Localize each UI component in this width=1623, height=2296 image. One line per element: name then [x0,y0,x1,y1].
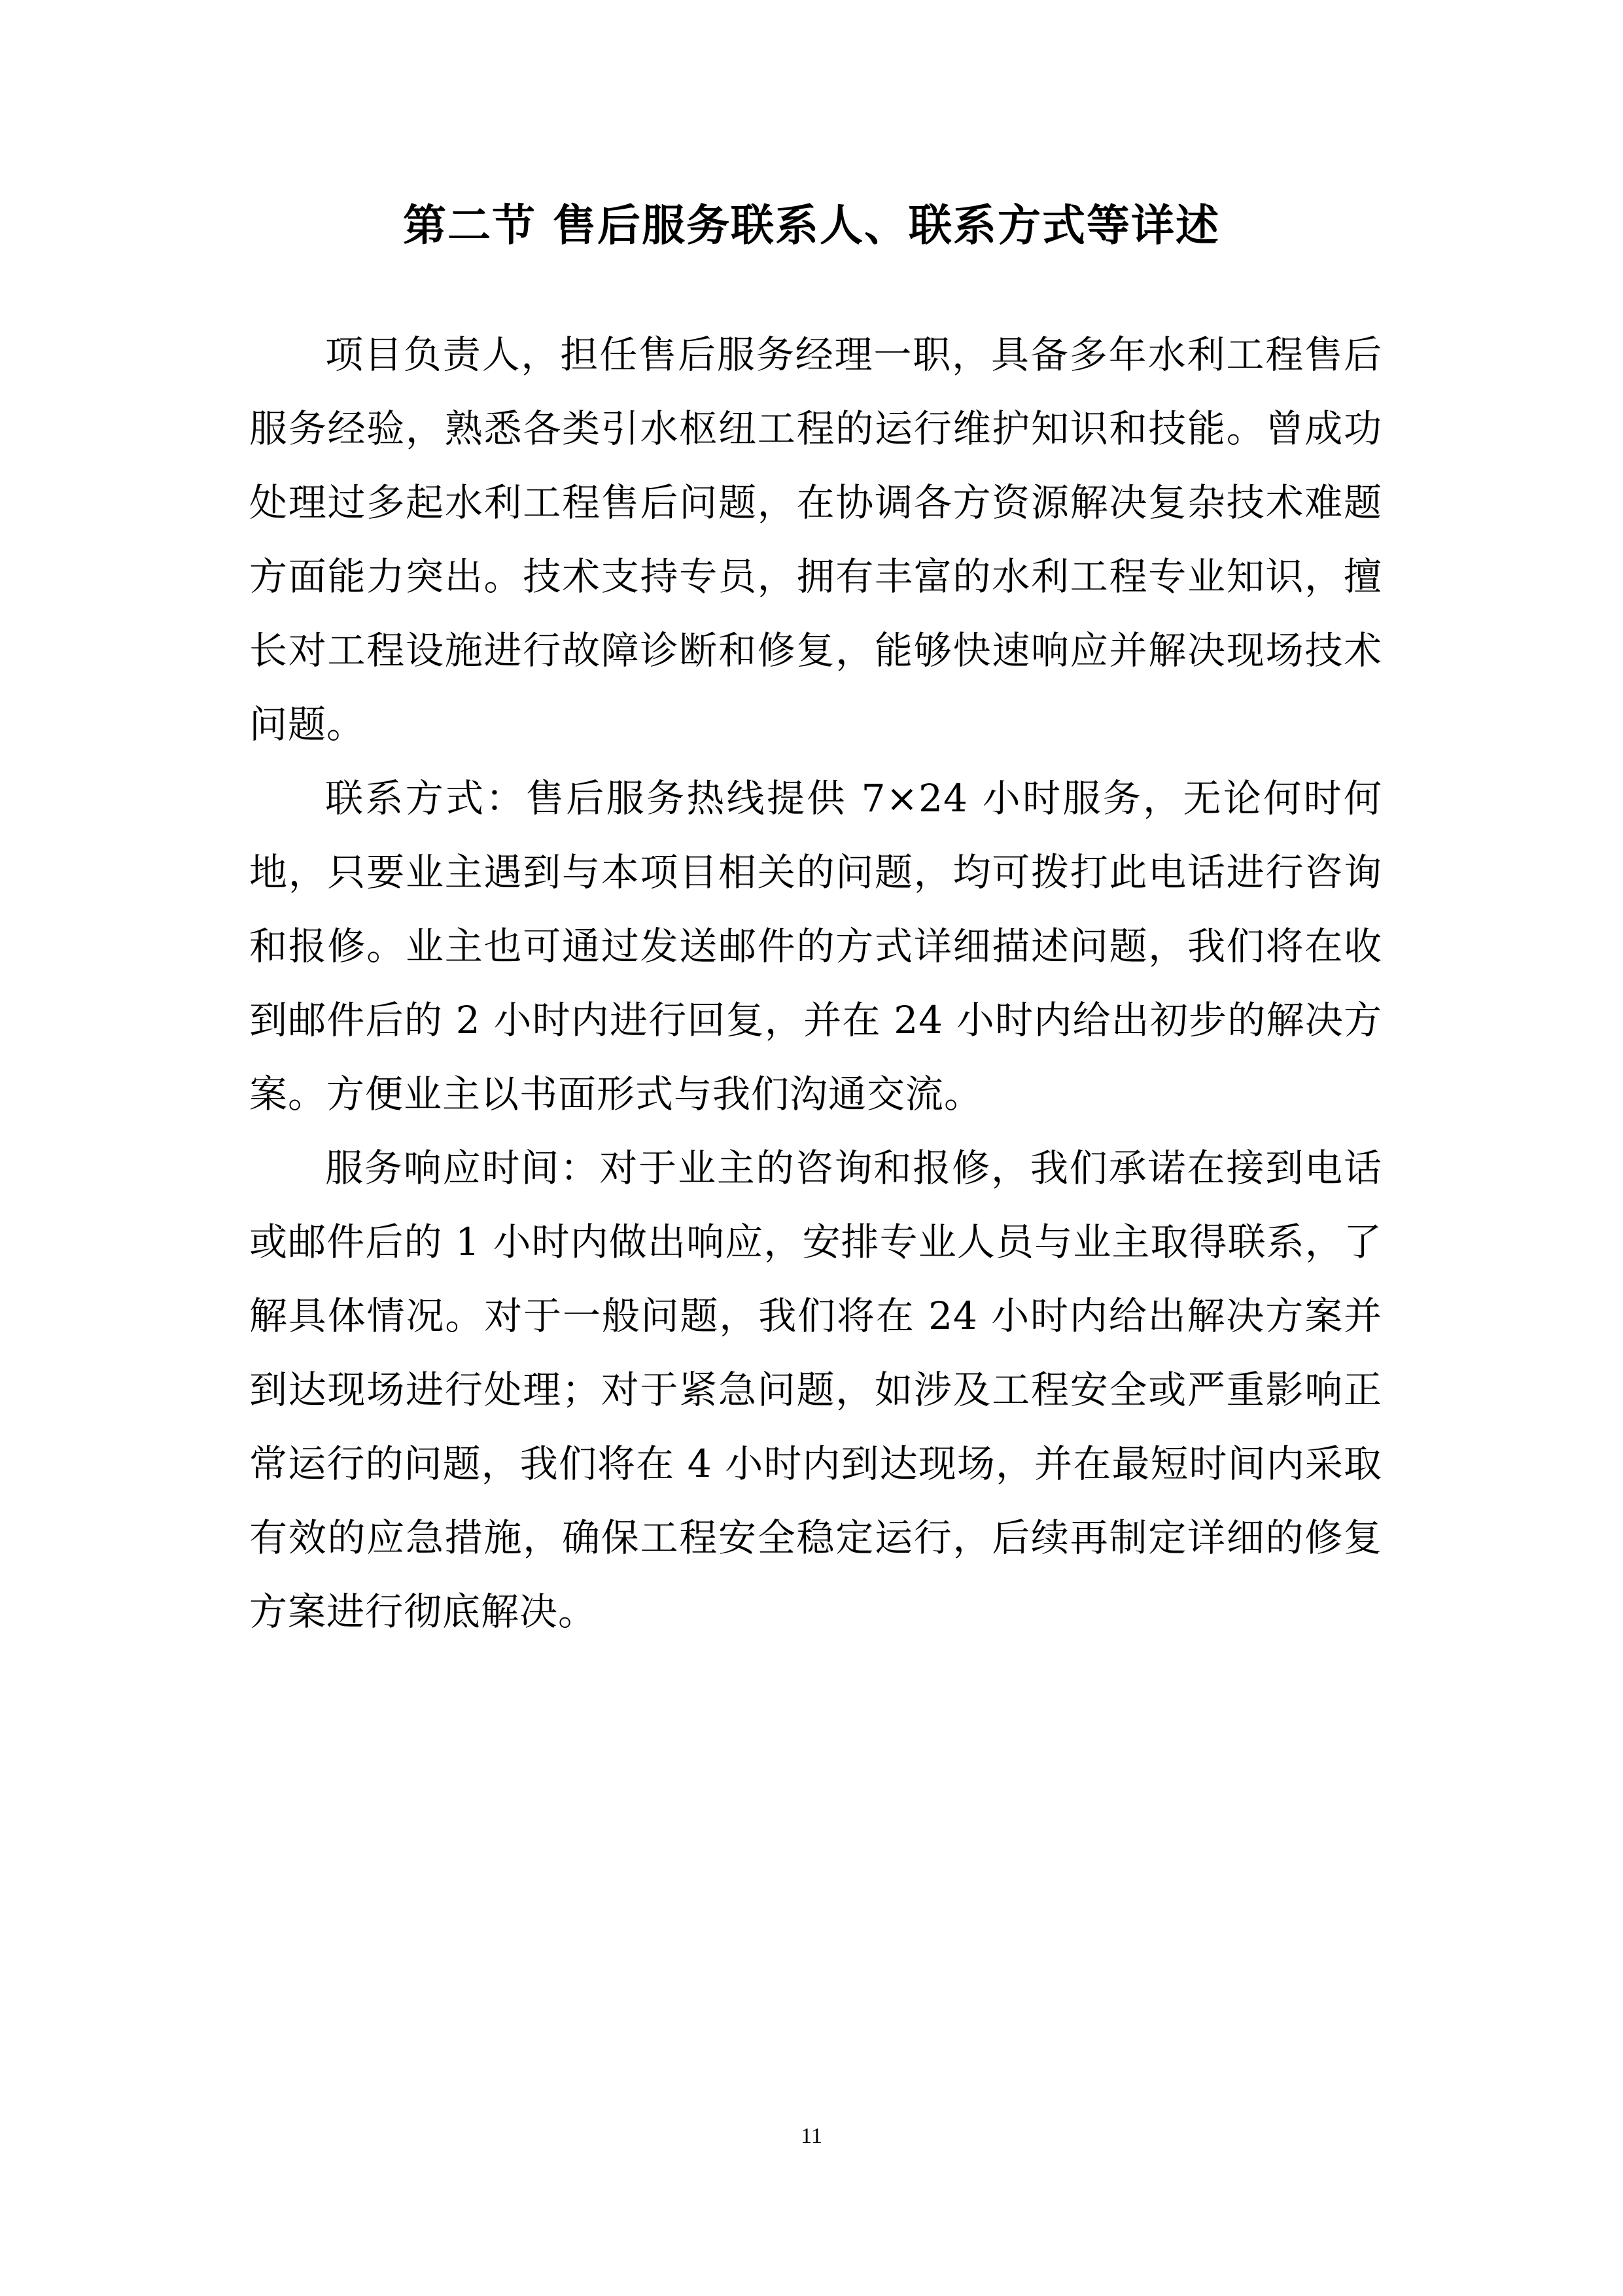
paragraph-contact-methods: 联系方式：售后服务热线提供 7×24 小时服务，无论何时何地，只要业主遇到与本项目相关的问题，均可拨打此电话进行咨询和报修。业主也可通过发送邮件的方式详细描述问题，我们将在收到邮件后的 2 小时内进行回复，并在 24 小时内给出初步的解决方案。方便业主以书面形式与我们沟通交流。 [249,776,1382,1116]
paragraph-response-time: 服务响应时间：对于业主的咨询和报修，我们承诺在接到电话或邮件后的 1 小时内做出响应，安排专业人员与业主取得联系，了解具体情况。对于一般问题，我们将在 24 小时内给出解决方案并到达现场进行处理；对于紧急问题，如涉及工程安全或严重影响正常运行的问题，我们将在 4 小时内到达现场，并在最短时间内采取有效的应急措施，确保工程安全稳定运行，后续再制定详细的修复方案进行彻底解决。 [249,1146,1382,1634]
section-title: 第二节 售后服务联系人、联系方式等详述 [403,200,1220,251]
page-number: 11 [801,2124,822,2148]
body-text [249,318,1382,1649]
paragraph-contact-persons: 项目负责人，担任售后服务经理一职，具备多年水利工程售后服务经验，熟悉各类引水枢纽工程的运行维护知识和技能。曾成功处理过多起水利工程售后问题，在协调各方资源解决复杂技术难题方面能力突出。技术支持专员，拥有丰富的水利工程专业知识，擅长对工程设施进行故障诊断和修复，能够快速响应并解决现场技术问题。 [249,332,1382,747]
